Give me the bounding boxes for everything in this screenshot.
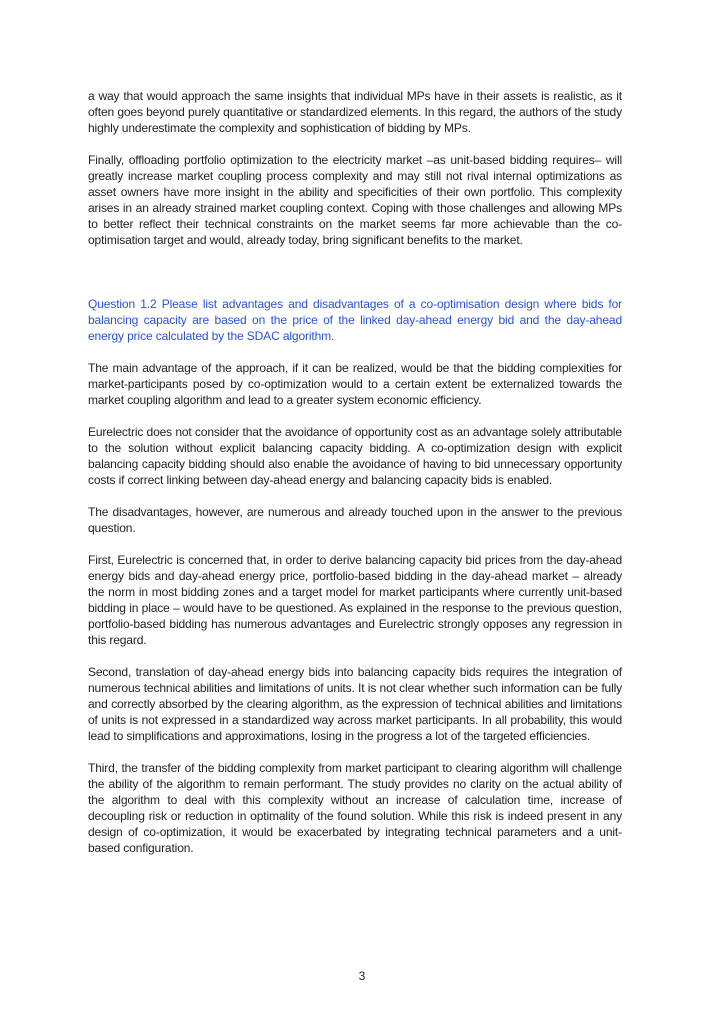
- paragraph-opportunity-cost: Eurelectric does not consider that the avoidance of opportunity cost as an advantage solely attributable to the solution without explicit balancing capacity bidding. A co-optimization design with explicit balancing capacity bidding should also enable the avoidance of having to bid unnecessary opportunity costs if correct linking between day-ahead energy and balancing capacity bids is enabled.: [88, 425, 622, 487]
- paragraph-mp-insights: a way that would approach the same insights that individual MPs have in their assets is realistic, as it often goes beyond purely quantitative or standardized elements. In this regard, the authors of the study highly underestimate the complexity and sophistication of bidding by MPs.: [88, 89, 622, 135]
- paragraph-third-concern: Third, the transfer of the bidding complexity from market participant to clearing algorithm will challenge the ability of the algorithm to remain performant. The study provides no clarity on the actual ability of the algorithm to deal with this complexity without an increase of calculation time, increase of decoupling risk or reduction in optimality of the found solution. While this risk is indeed present in any design of co-optimization, it would be exacerbated by integrating technical parameters and a unit-based configuration.: [88, 761, 622, 855]
- paragraph-disadvantages-intro: The disadvantages, however, are numerous and already touched upon in the answer to the previous question.: [88, 505, 622, 535]
- paragraph-portfolio-optimization: Finally, offloading portfolio optimization to the electricity market –as unit-based bidding requires– will greatly increase market coupling process complexity and may still not rival internal optimizations as asset owners have more insight in the ability and specificities of their own portfolio. This complexity arises in an already strained market coupling context. Coping with those challenges and allowing MPs to better reflect their technical constraints on the market seems far more achievable than the co-optimisation target and would, already today, bring significant benefits to the market.: [88, 153, 622, 247]
- document-page: [88, 88, 622, 856]
- page-number: 3: [358, 969, 366, 983]
- question-heading: Question 1.2 Please list advantages and disadvantages of a co-optimisation design where bids for balancing capacity are based on the price of the linked day-ahead energy bid and the day-ahead energy price calculated by the SDAC algorithm.: [88, 297, 622, 343]
- paragraph-main-advantage: The main advantage of the approach, if it can be realized, would be that the bidding complexities for market-participants posed by co-optimization would to a certain extent be externalized towards the market coupling algorithm and lead to a greater system economic efficiency.: [88, 361, 622, 407]
- paragraph-second-concern: Second, translation of day-ahead energy bids into balancing capacity bids requires the integration of numerous technical abilities and limitations of units. It is not clear whether such information can be fully and correctly absorbed by the clearing algorithm, as the expression of technical abilities and limitations of units is not expressed in a standardized way across market participants. In all probability, this would lead to simplifications and approximations, losing in the progress a lot of the targeted efficiencies.: [88, 665, 622, 743]
- paragraph-first-concern: First, Eurelectric is concerned that, in order to derive balancing capacity bid prices from the day-ahead energy bids and day-ahead energy price, portfolio-based bidding in the day-ahead market – already the norm in most bidding zones and a target model for market participants where currently unit-based bidding in place – would have to be questioned. As explained in the response to the previous question, portfolio-based bidding has numerous advantages and Eurelectric strongly opposes any regression in this regard.: [88, 553, 622, 647]
